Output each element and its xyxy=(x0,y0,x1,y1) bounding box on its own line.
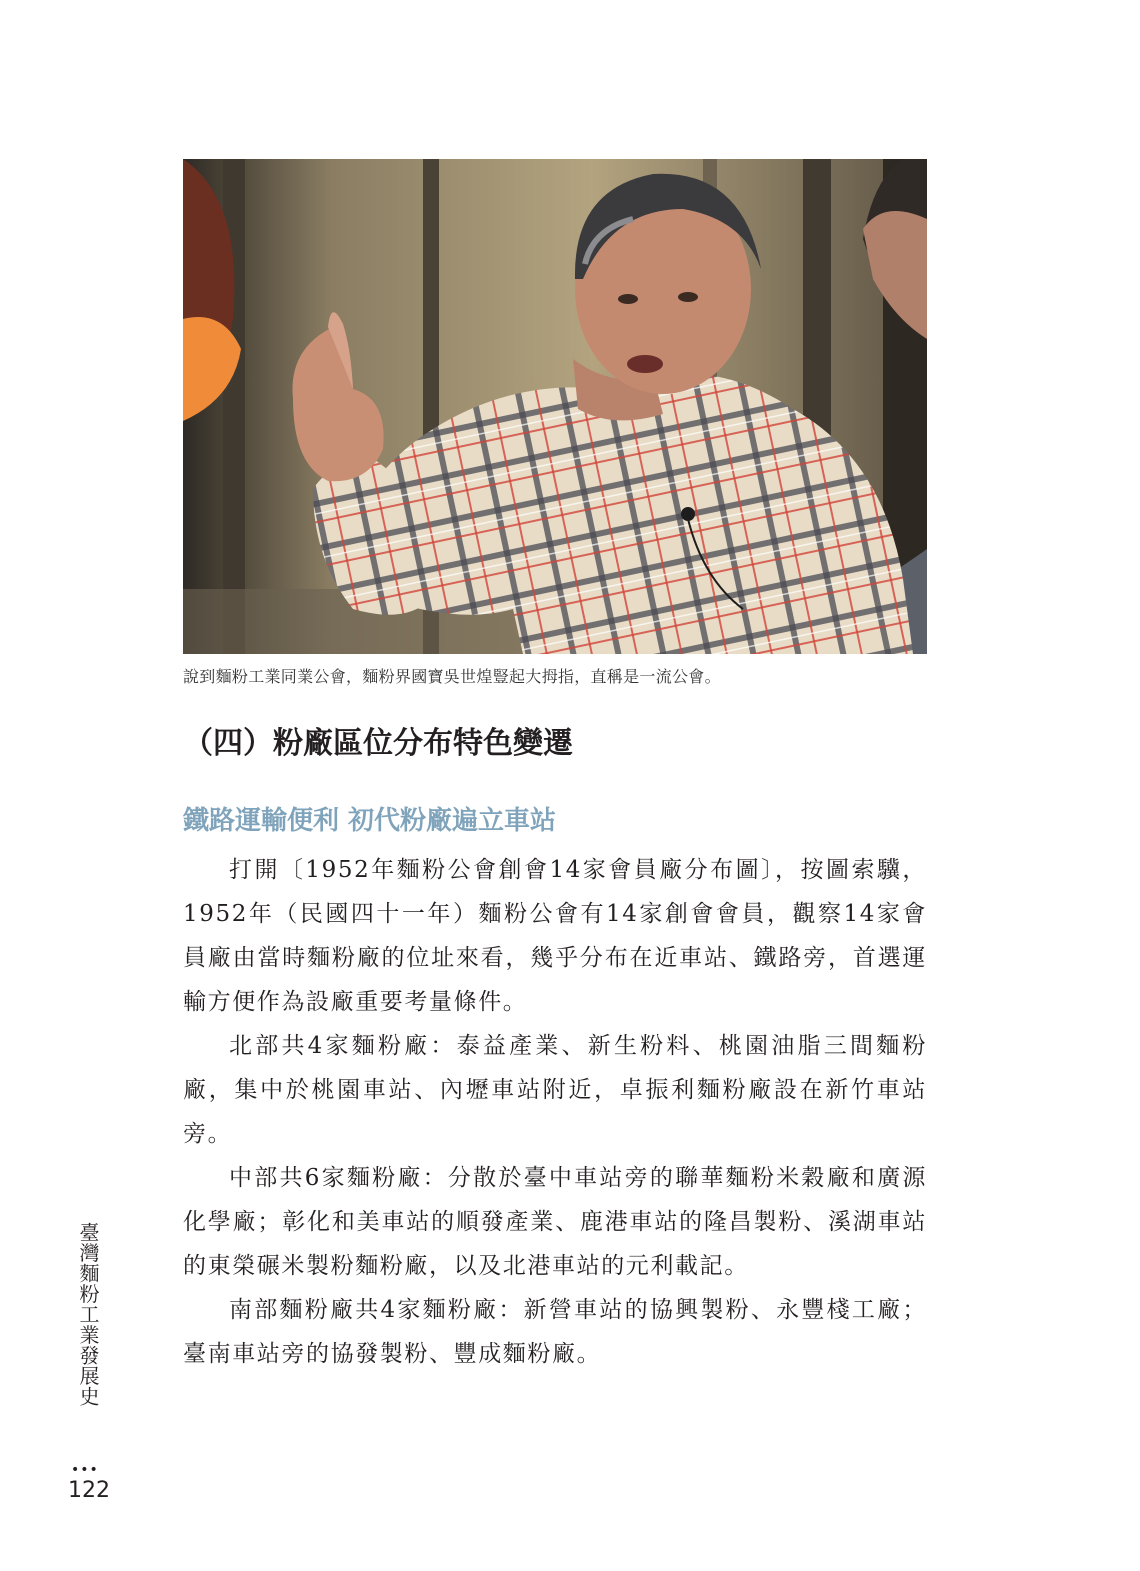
subheading: 鐵路運輸便利 初代粉廠遍立車站 xyxy=(183,806,557,836)
paragraph-4: 南部麵粉廠共4家麵粉廠：新營車站的協興製粉、永豐棧工廠；臺南車站旁的協發製粉、豐成麵粉廠。 xyxy=(183,1297,927,1367)
photo xyxy=(183,159,927,654)
photo-illustration xyxy=(183,159,927,654)
paragraph-1: 打開〔1952年麵粉公會創會14家會員廠分布圖〕，按圖索驥，1952年（民國四十一年）麵粉公會有14家創會會員，觀察14家會員廠由當時麵粉廠的位址來看，幾乎分布在近車站、鐵路旁，首選運輸方便作為設廠重要考量條件。 xyxy=(183,857,927,1015)
body-text xyxy=(183,848,927,1376)
paragraph-2: 北部共4家麵粉廠：泰益產業、新生粉料、桃園油脂三間麵粉廠，集中於桃園車站、內壢車站附近，卓振利麵粉廠設在新竹車站旁。 xyxy=(183,1033,927,1147)
side-book-title: 臺灣麵粉工業發展史 xyxy=(76,1222,100,1407)
photo-caption: 說到麵粉工業同業公會，麵粉界國寶吳世煌豎起大拇指，直稱是一流公會。 xyxy=(183,667,721,686)
section-heading: （四）粉廠區位分布特色變遷 xyxy=(183,726,573,761)
paragraph-3: 中部共6家麵粉廠：分散於臺中車站旁的聯華麵粉米穀廠和廣源化學廠；彰化和美車站的順發產業、鹿港車站的隆昌製粉、溪湖車站的東榮碾米製粉麵粉廠，以及北港車站的元利載記。 xyxy=(183,1165,927,1279)
page-number: 122 xyxy=(68,1478,110,1503)
page-dots: ••• xyxy=(71,1462,99,1478)
